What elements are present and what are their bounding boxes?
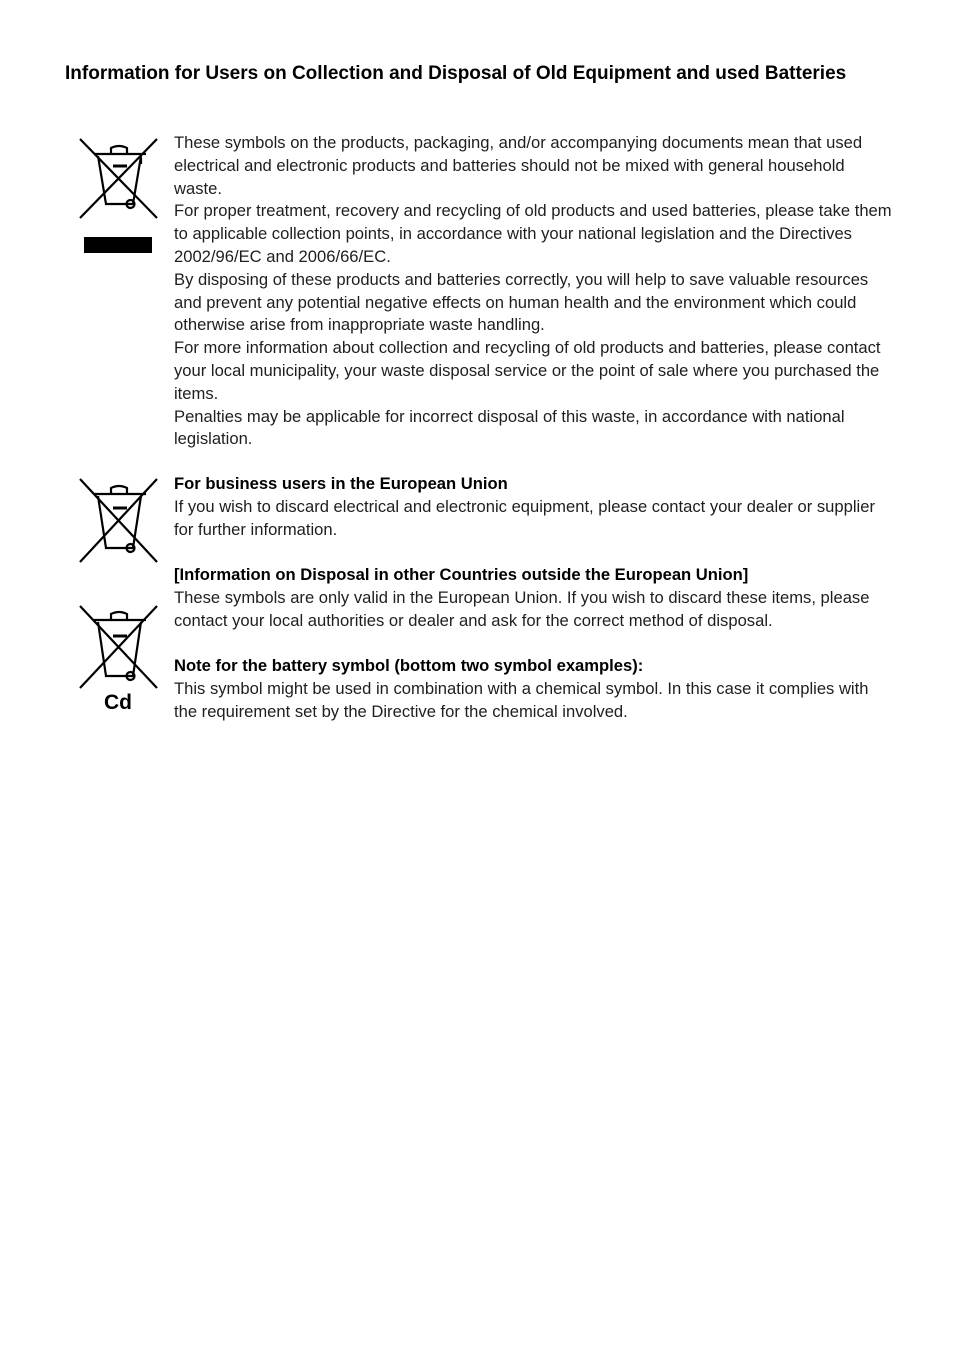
intro-paragraph: These symbols on the products, packaging, and/or accompanying documents mean that used electrical and electronic products and batteries should not be mixed with general household waste.	[174, 133, 863, 198]
intro-text	[174, 132, 894, 451]
business-heading: For business users in the European Union	[174, 474, 508, 493]
battery-note-section	[174, 655, 894, 723]
intro-paragraph: By disposing of these products and batteries correctly, you will help to save valuable resources and prevent any potential negative effects on human health and the environment which could otherwise arise from inappropriate waste handling.	[174, 269, 869, 335]
outside-eu-body: These symbols are only valid in the European Union. If you wish to discard these items, please contact your local authorities or dealer and ask for the correct method of disposal.	[174, 587, 870, 630]
intro-paragraph: For proper treatment, recovery and recycling of old products and used batteries, please take them to applicable collection points, in accordance with your national legislation and the Directives 2002/96/EC and 2006/66/EC.	[174, 201, 892, 266]
crossed-out-wheelie-bin-icon	[75, 604, 165, 694]
chemical-symbol: Cd	[104, 691, 132, 714]
battery-note-heading: Note for the battery symbol (bottom two symbol examples):	[174, 656, 644, 675]
page-title: Information for Users on Collection and Disposal of Old Equipment and used Batteries	[65, 63, 847, 84]
crossed-out-wheelie-bin-icon	[75, 476, 165, 566]
intro-paragraph: For more information about collection and recycling of old products and batteries, please contact your local municipality, your waste disposal service or the point of sale where you purchased the items.	[174, 338, 881, 403]
business-body: If you wish to discard electrical and electronic equipment, please contact your dealer or supplier for further information.	[174, 496, 875, 539]
battery-bar-symbol	[84, 237, 152, 253]
outside-eu-heading: [Information on Disposal in other Countries outside the European Union]	[174, 565, 749, 584]
business-section	[174, 473, 894, 541]
crossed-out-wheelie-bin-icon	[75, 136, 165, 226]
battery-note-body: This symbol might be used in combination with a chemical symbol. In this case it complies with the requirement set by the Directive for the chemical involved.	[174, 678, 869, 721]
intro-paragraph: Penalties may be applicable for incorrect disposal of this waste, in accordance with national legislation.	[174, 406, 845, 449]
outside-eu-section	[174, 564, 894, 632]
